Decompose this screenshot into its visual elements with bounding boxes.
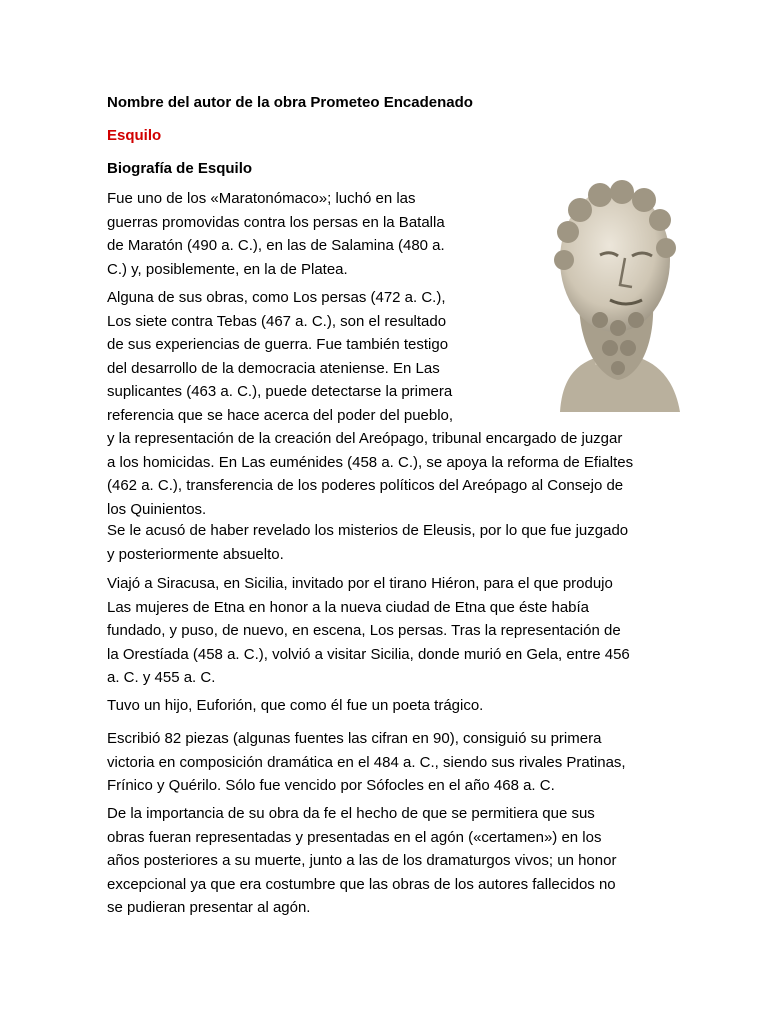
text-line: Tuvo un hijo, Euforión, que como él fue un poeta trágico. bbox=[107, 697, 484, 714]
text-line: de sus experiencias de guerra. Fue también testigo bbox=[107, 336, 449, 353]
text-line: suplicantes (463 a. C.), puede detectarse la primera bbox=[107, 383, 453, 400]
text-line: a los homicidas. En Las euménides (458 a. C.), se apoya la reforma de Efialtes bbox=[107, 453, 634, 471]
paragraph-3 bbox=[107, 519, 628, 566]
paragraph-5 bbox=[107, 694, 483, 718]
text-line: Las mujeres de Etna en honor a la nueva ciudad de Etna que éste había bbox=[107, 598, 590, 616]
text-line: del desarrollo de la democracia ateniense. En Las bbox=[107, 359, 440, 377]
text-line: y posteriormente absuelto. bbox=[107, 545, 284, 563]
text-line: la Orestíada (458 a. C.), volvió a visitar Sicilia, donde murió en Gela, entre 456 bbox=[107, 645, 630, 663]
text-line: fundado, y puso, de nuevo, en escena, Los persas. Tras la representación de bbox=[107, 622, 621, 639]
paragraph-7 bbox=[107, 802, 616, 920]
text-line: de Maratón (490 a. C.), en las de Salamina (480 a. bbox=[107, 237, 445, 254]
text-line: Escribió 82 piezas (algunas fuentes las cifran en 90), consiguió su primera bbox=[107, 730, 602, 747]
author-name: Esquilo bbox=[107, 127, 162, 144]
text-line: Frínico y Quérilo. Sólo fue vencido por Sófocles en el año 468 a. C. bbox=[107, 777, 555, 794]
text-line: victoria en composición dramática en el 484 a. C., siendo sus rivales Pratinas, bbox=[107, 753, 626, 771]
text-line: años posteriores a su muerte, junto a las de los dramaturgos vivos; un honor bbox=[107, 852, 617, 869]
text-line: (462 a. C.), transferencia de los poderes políticos del Areópago al Consejo de bbox=[107, 477, 624, 494]
text-line: Viajó a Siracusa, en Sicilia, invitado por el tirano Hiéron, para el que produjo bbox=[107, 575, 613, 592]
document-title: Nombre del autor de la obra Prometeo Encadenado bbox=[107, 94, 473, 111]
paragraph-2 bbox=[107, 286, 633, 521]
paragraph-4 bbox=[107, 572, 630, 690]
text-line: referencia que se hace acerca del poder del pueblo, bbox=[107, 406, 454, 424]
text-line: obras fueran representadas y presentadas en el agón («certamen») en los bbox=[107, 828, 602, 846]
text-line: De la importancia de su obra da fe el hecho de que se permitiera que sus bbox=[107, 805, 595, 822]
text-line: Los siete contra Tebas (467 a. C.), son el resultado bbox=[107, 312, 447, 330]
biography-heading: Biografía de Esquilo bbox=[107, 160, 253, 177]
text-line: C.) y, posiblemente, en la de Platea. bbox=[107, 260, 348, 278]
text-line: Alguna de sus obras, como Los persas (472 a. C.), bbox=[107, 289, 446, 306]
text-line: guerras promovidas contra los persas en la Batalla bbox=[107, 213, 445, 231]
paragraph-1 bbox=[107, 187, 445, 281]
text-line: se pudieran presentar al agón. bbox=[107, 899, 311, 916]
text-line: Fue uno de los «Maratonómaco»; luchó en las bbox=[107, 190, 416, 207]
text-line: a. C. y 455 a. C. bbox=[107, 669, 216, 686]
text-line: excepcional ya que era costumbre que las obras de los autores fallecidos no bbox=[107, 875, 616, 893]
text-line: y la representación de la creación del Areópago, tribunal encargado de juzgar bbox=[107, 430, 623, 447]
text-line: Se le acusó de haber revelado los misterios de Eleusis, por lo que fue juzgado bbox=[107, 522, 629, 539]
paragraph-6 bbox=[107, 727, 626, 798]
text-line: los Quinientos. bbox=[107, 500, 207, 518]
